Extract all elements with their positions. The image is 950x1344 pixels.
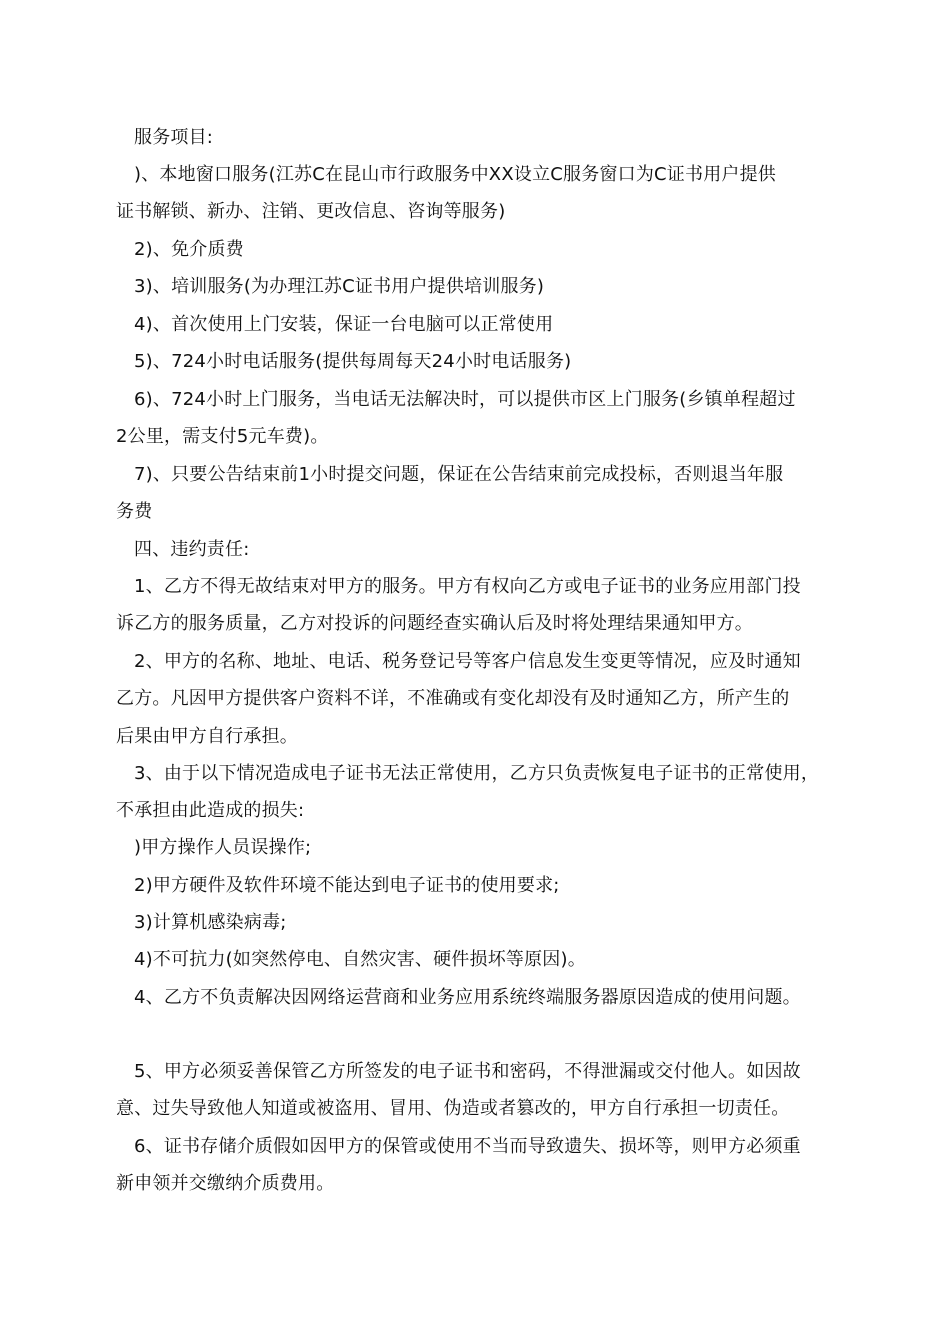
clause-3-item-3: [116, 904, 840, 941]
service-item-4: [116, 306, 840, 343]
service-item-6: [116, 381, 840, 456]
text-line: 意、过失导致他人知道或被盗用、冒用、伪造或者篡改的，甲方自行承担一切责任。: [116, 1098, 790, 1120]
section-heading-service-items: [116, 119, 840, 156]
clause-6: [116, 1128, 840, 1203]
text-line: 2)甲方硬件及软件环境不能达到电子证书的使用要求;: [134, 875, 560, 896]
clause-1: [116, 568, 840, 643]
text-line: 3)计算机感染病毒;: [134, 912, 287, 933]
clause-3-item-1: [116, 829, 840, 866]
text-line: 1、乙方不得无故结束对甲方的服务。甲方有权向乙方或电子证书的业务应用部门投: [134, 576, 801, 597]
text-line: )甲方操作人员误操作;: [134, 837, 312, 858]
clause-3: [116, 755, 840, 830]
text-line: 证书解锁、新办、注销、更改信息、咨询等服务): [116, 201, 506, 223]
text-line: 4)不可抗力(如突然停电、自然灾害、硬件损坏等原因)。: [134, 949, 586, 970]
clause-5: [116, 1053, 840, 1128]
text-line: 5、甲方必须妥善保管乙方所签发的电子证书和密码，不得泄漏或交付他人。如因故: [134, 1061, 801, 1082]
text-line: 不承担由此造成的损失:: [116, 800, 305, 822]
text-line: 服务项目:: [134, 127, 214, 148]
text-line: 6、证书存储介质假如因甲方的保管或使用不当而导致遗失、损坏等，则甲方必须重: [134, 1136, 801, 1157]
text-line: 诉乙方的服务质量，乙方对投诉的问题经查实确认后及时将处理结果通知甲方。: [116, 613, 753, 635]
text-line: 2公里，需支付5元车费)。: [116, 426, 329, 448]
text-line: 6)、724小时上门服务，当电话无法解决时，可以提供市区上门服务(乡镇单程超过: [134, 389, 796, 410]
service-item-1: [116, 156, 840, 231]
text-line: 新申领并交缴纳介质费用。: [116, 1173, 335, 1195]
text-line: )、本地窗口服务(江苏C在昆山市行政服务中XX设立C服务窗口为C证书用户提供: [134, 164, 777, 185]
text-line: 7)、只要公告结束前1小时提交问题，保证在公告结束前完成投标，否则退当年服: [134, 464, 784, 485]
service-item-5: [116, 343, 840, 380]
text-line: 4)、首次使用上门安装，保证一台电脑可以正常使用: [134, 314, 554, 335]
service-item-2: [116, 231, 840, 268]
text-line: 5)、724小时电话服务(提供每周每天24小时电话服务): [134, 351, 572, 372]
text-line: 3)、培训服务(为办理江苏C证书用户提供培训服务): [134, 276, 545, 297]
service-item-3: [116, 268, 840, 305]
service-item-7: [116, 456, 840, 531]
text-line: 2)、免介质费: [134, 239, 244, 260]
section-heading-breach: [116, 531, 840, 568]
text-line: 四、违约责任:: [134, 539, 250, 560]
clause-3-item-4: [116, 941, 840, 978]
text-line: 2、甲方的名称、地址、电话、税务登记号等客户信息发生变更等情况，应及时通知: [134, 651, 801, 672]
text-line: 乙方。凡因甲方提供客户资料不详，不准确或有变化却没有及时通知乙方，所产生的: [116, 688, 790, 710]
clause-3-item-2: [116, 867, 840, 904]
clause-2: [116, 643, 840, 755]
clause-4: [116, 979, 840, 1016]
text-line: 务费: [116, 501, 153, 523]
text-line: 4、乙方不负责解决因网络运营商和业务应用系统终端服务器原因造成的使用问题。: [134, 987, 801, 1008]
text-line: 3、由于以下情况造成电子证书无法正常使用，乙方只负责恢复电子证书的正常使用，: [134, 763, 820, 784]
text-line: 后果由甲方自行承担。: [116, 725, 298, 747]
